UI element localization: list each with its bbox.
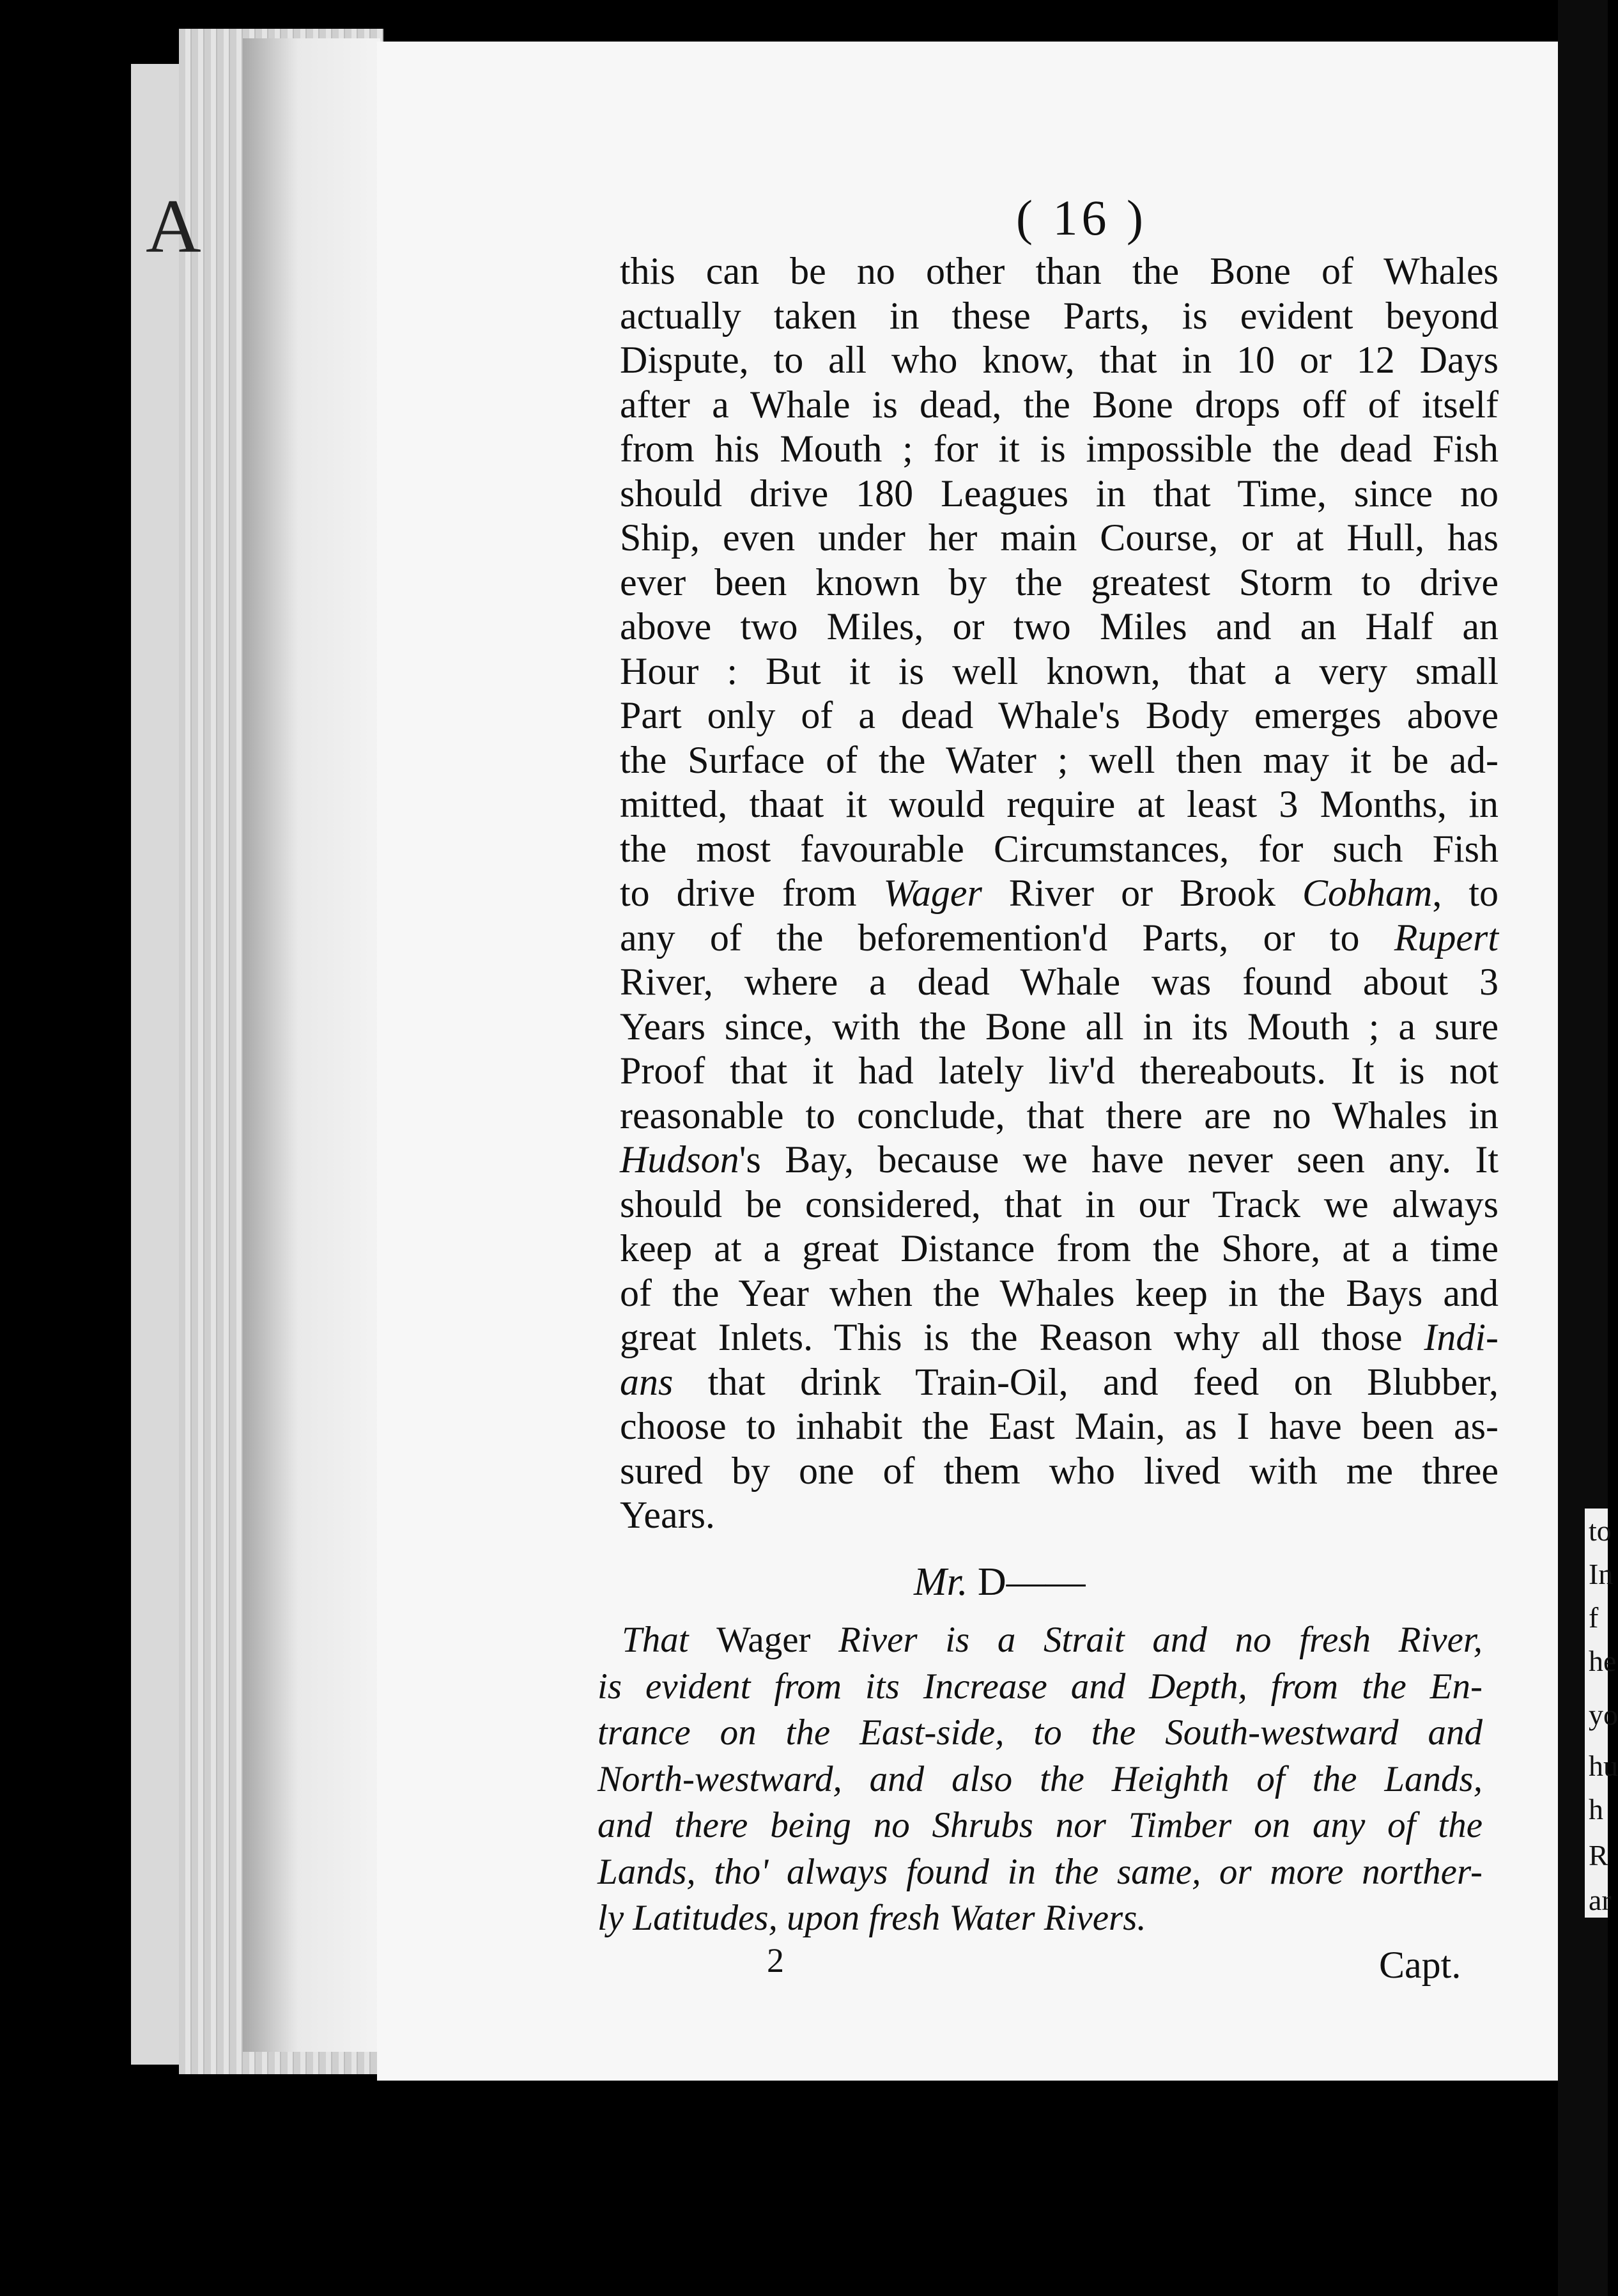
scan-background	[1558, 0, 1608, 2296]
speaker-heading	[914, 1560, 1086, 1605]
text-line: Ship, even under her main Course, or at Hull, has	[620, 516, 1499, 559]
fragment-text: h	[1589, 1793, 1603, 1826]
text-line: ly Latitudes, upon fresh Water Rivers.	[597, 1898, 1146, 1938]
italic-name: Cobham	[1302, 872, 1433, 914]
text-segment: any of the beforemention'd Parts, or to	[620, 916, 1394, 959]
text-line: trance on the East-side, to the South-westward and	[597, 1712, 1483, 1753]
text-line: should drive 180 Leagues in that Time, since no	[620, 472, 1499, 515]
text-line: actually taken in these Parts, is evident beyond	[620, 294, 1499, 337]
fragment-text: R	[1589, 1839, 1608, 1872]
text-line: after a Whale is dead, the Bone drops off of itself	[620, 383, 1499, 426]
fragment-text: yo	[1589, 1698, 1618, 1731]
italic-name: Wager	[883, 872, 982, 914]
text-line: ever been known by the greatest Storm to drive	[620, 561, 1499, 603]
text-line: this can be no other than the Bone of Whales	[620, 250, 1499, 292]
speaker-name: D——	[967, 1560, 1086, 1604]
text-line	[620, 871, 1499, 916]
text-segment: 's Bay, because we have never seen any. It	[739, 1138, 1499, 1181]
fragment-text: f	[1589, 1601, 1599, 1634]
text-segment: great Inlets. This is the Reason why all those	[620, 1316, 1424, 1358]
italic-name: ans	[620, 1360, 674, 1403]
speaker-title: Mr.	[914, 1560, 968, 1604]
fragment-text: In	[1589, 1558, 1614, 1590]
text-line: above two Miles, or two Miles and an Half an	[620, 605, 1499, 648]
text-segment: River or Brook	[982, 872, 1303, 914]
italic-name: Rupert	[1394, 916, 1499, 959]
text-line: Part only of a dead Whale's Body emerges above	[620, 694, 1499, 736]
fragment-text: to	[1589, 1514, 1612, 1547]
text-line: Years.	[620, 1494, 715, 1536]
text-line	[597, 1617, 1483, 1664]
page-number-header: ( 16 )	[1016, 190, 1147, 245]
text-line	[620, 1315, 1499, 1360]
signature-mark: 2	[767, 1941, 784, 1980]
quoted-statement	[597, 1617, 1483, 1942]
text-segment: , to	[1432, 872, 1499, 914]
italic-name: Hudson	[620, 1138, 739, 1181]
text-line: River, where a dead Whale was found about 3	[620, 961, 1499, 1003]
text-line: Proof that it had lately liv'd thereabouts. It is not	[620, 1050, 1499, 1092]
text-line	[620, 916, 1499, 961]
text-line: choose to inhabit the East Main, as I have been as-	[620, 1405, 1499, 1447]
text-line: the Surface of the Water ; well then may it be ad-	[620, 738, 1499, 781]
text-line: is evident from its Increase and Depth, from the En-	[597, 1666, 1483, 1707]
text-line: from his Mouth ; for it is impossible the dead Fish	[620, 428, 1499, 470]
text-segment: that drink Train-Oil, and feed on Blubber,	[673, 1360, 1499, 1403]
text-line	[620, 1138, 1499, 1183]
text-line: Years since, with the Bone all in its Mouth ; a sure	[620, 1005, 1499, 1048]
italic-name: Indi-	[1424, 1316, 1499, 1358]
text-line: Lands, tho' always found in the same, or more norther-	[597, 1851, 1483, 1892]
text-segment: River is a Strait and no fresh River,	[810, 1620, 1483, 1660]
text-line: of the Year when the Whales keep in the Bays and	[620, 1271, 1499, 1314]
fragment-text: he	[1589, 1645, 1617, 1677]
roman-name: Wager	[716, 1620, 811, 1660]
text-line: Hour : But it is well known, that a very small	[620, 649, 1499, 692]
text-segment: That	[622, 1620, 717, 1660]
text-line: keep at a great Distance from the Shore, at a time	[620, 1227, 1499, 1269]
text-line	[620, 1360, 1499, 1405]
fragment-text: hu	[1589, 1749, 1618, 1782]
text-line: Dispute, to all who know, that in 10 or 12 Days	[620, 339, 1499, 381]
text-line: mitted, thaat it would require at least 3 Months, in	[620, 783, 1499, 825]
fragment-text: ar	[1589, 1884, 1612, 1916]
catchword: Capt.	[1379, 1944, 1461, 1986]
page-stack-shadow	[243, 38, 380, 2052]
text-line: North-westward, and also the Heighth of the Lands,	[597, 1758, 1483, 1799]
text-line: and there being no Shrubs nor Timber on any of the	[597, 1805, 1483, 1845]
text-line: sured by one of them who lived with me three	[620, 1449, 1499, 1492]
text-segment: to drive from	[620, 872, 884, 914]
text-line: reasonable to conclude, that there are no Whales in	[620, 1094, 1499, 1136]
body-text	[620, 249, 1499, 1538]
margin-mark: A	[146, 183, 201, 268]
text-line: the most favourable Circumstances, for such Fish	[620, 827, 1499, 870]
text-line: should be considered, that in our Track we always	[620, 1183, 1499, 1225]
